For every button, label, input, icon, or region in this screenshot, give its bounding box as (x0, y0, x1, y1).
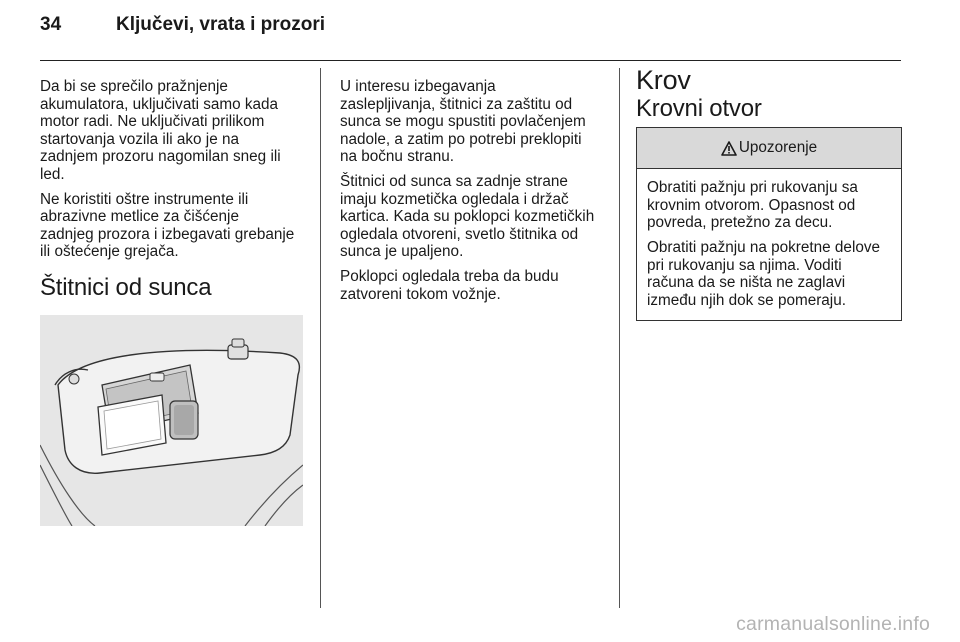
subsection-heading-sunroof: Krovni otvor (636, 94, 762, 122)
sun-visor-drawing (40, 315, 303, 526)
header-rule (40, 60, 901, 61)
column-divider (619, 68, 620, 608)
column-divider (320, 68, 321, 608)
watermark: carmanualsonline.info (736, 613, 930, 635)
column-left (40, 78, 306, 526)
body-paragraph: Poklopci ogledala treba da budu zatvoreni tokom vožnje. (340, 267, 559, 303)
section-heading-roof: Krov (636, 65, 691, 95)
column-middle (340, 78, 610, 310)
body-paragraph: Ne koristiti oštre instrumente ili abrazivne metlice za čišćenje zadnjeg prozora i izbegavati grebanje ili oštećenje grejača. (40, 190, 295, 261)
body-paragraph: Da bi se sprečilo pražnjenje akumulatora, uključivati samo kada motor radi. Ne uključivati prilikom startovanja vozila ili ako je na zadnjem prozoru nagomilan sneg ili led. (40, 78, 281, 183)
body-paragraph: Štitnici od sunca sa zadnje strane imaju kozmetička ogledala i držač kartica. Kada su poklopci kozmetičkih ogledala otvoreni, svetlo štitnika od sunca je upaljeno. (340, 172, 595, 261)
section-heading-sun-visors: Štitnici od sunca (40, 273, 212, 301)
warning-header (637, 128, 901, 169)
warning-box (636, 127, 902, 321)
body-paragraph: U interesu izbegavanja zaslepljivanja, štitnici za zaštitu od sunca se mogu spustiti povlačenjem nadole, a zatim po potrebi preklopiti na bočnu stranu. (340, 78, 586, 166)
page-number: 34 (40, 14, 62, 35)
sun-visor-illustration (40, 315, 303, 526)
chapter-title: Ključevi, vrata i prozori (116, 14, 326, 35)
warning-triangle-icon (721, 141, 737, 156)
warning-body (637, 169, 901, 320)
page-header (40, 14, 900, 50)
column-right (636, 65, 902, 321)
warning-paragraph: Obratiti pažnju na pokretne delove pri rukovanju sa njima. Voditi računa da se ništa ne zaglavi između njih dok se pomeraju. (647, 238, 881, 309)
warning-paragraph: Obratiti pažnju pri rukovanju sa krovnim otvorom. Opasnost od povreda, pretežno za decu. (647, 179, 858, 232)
warning-title: Upozorenje (738, 139, 818, 157)
